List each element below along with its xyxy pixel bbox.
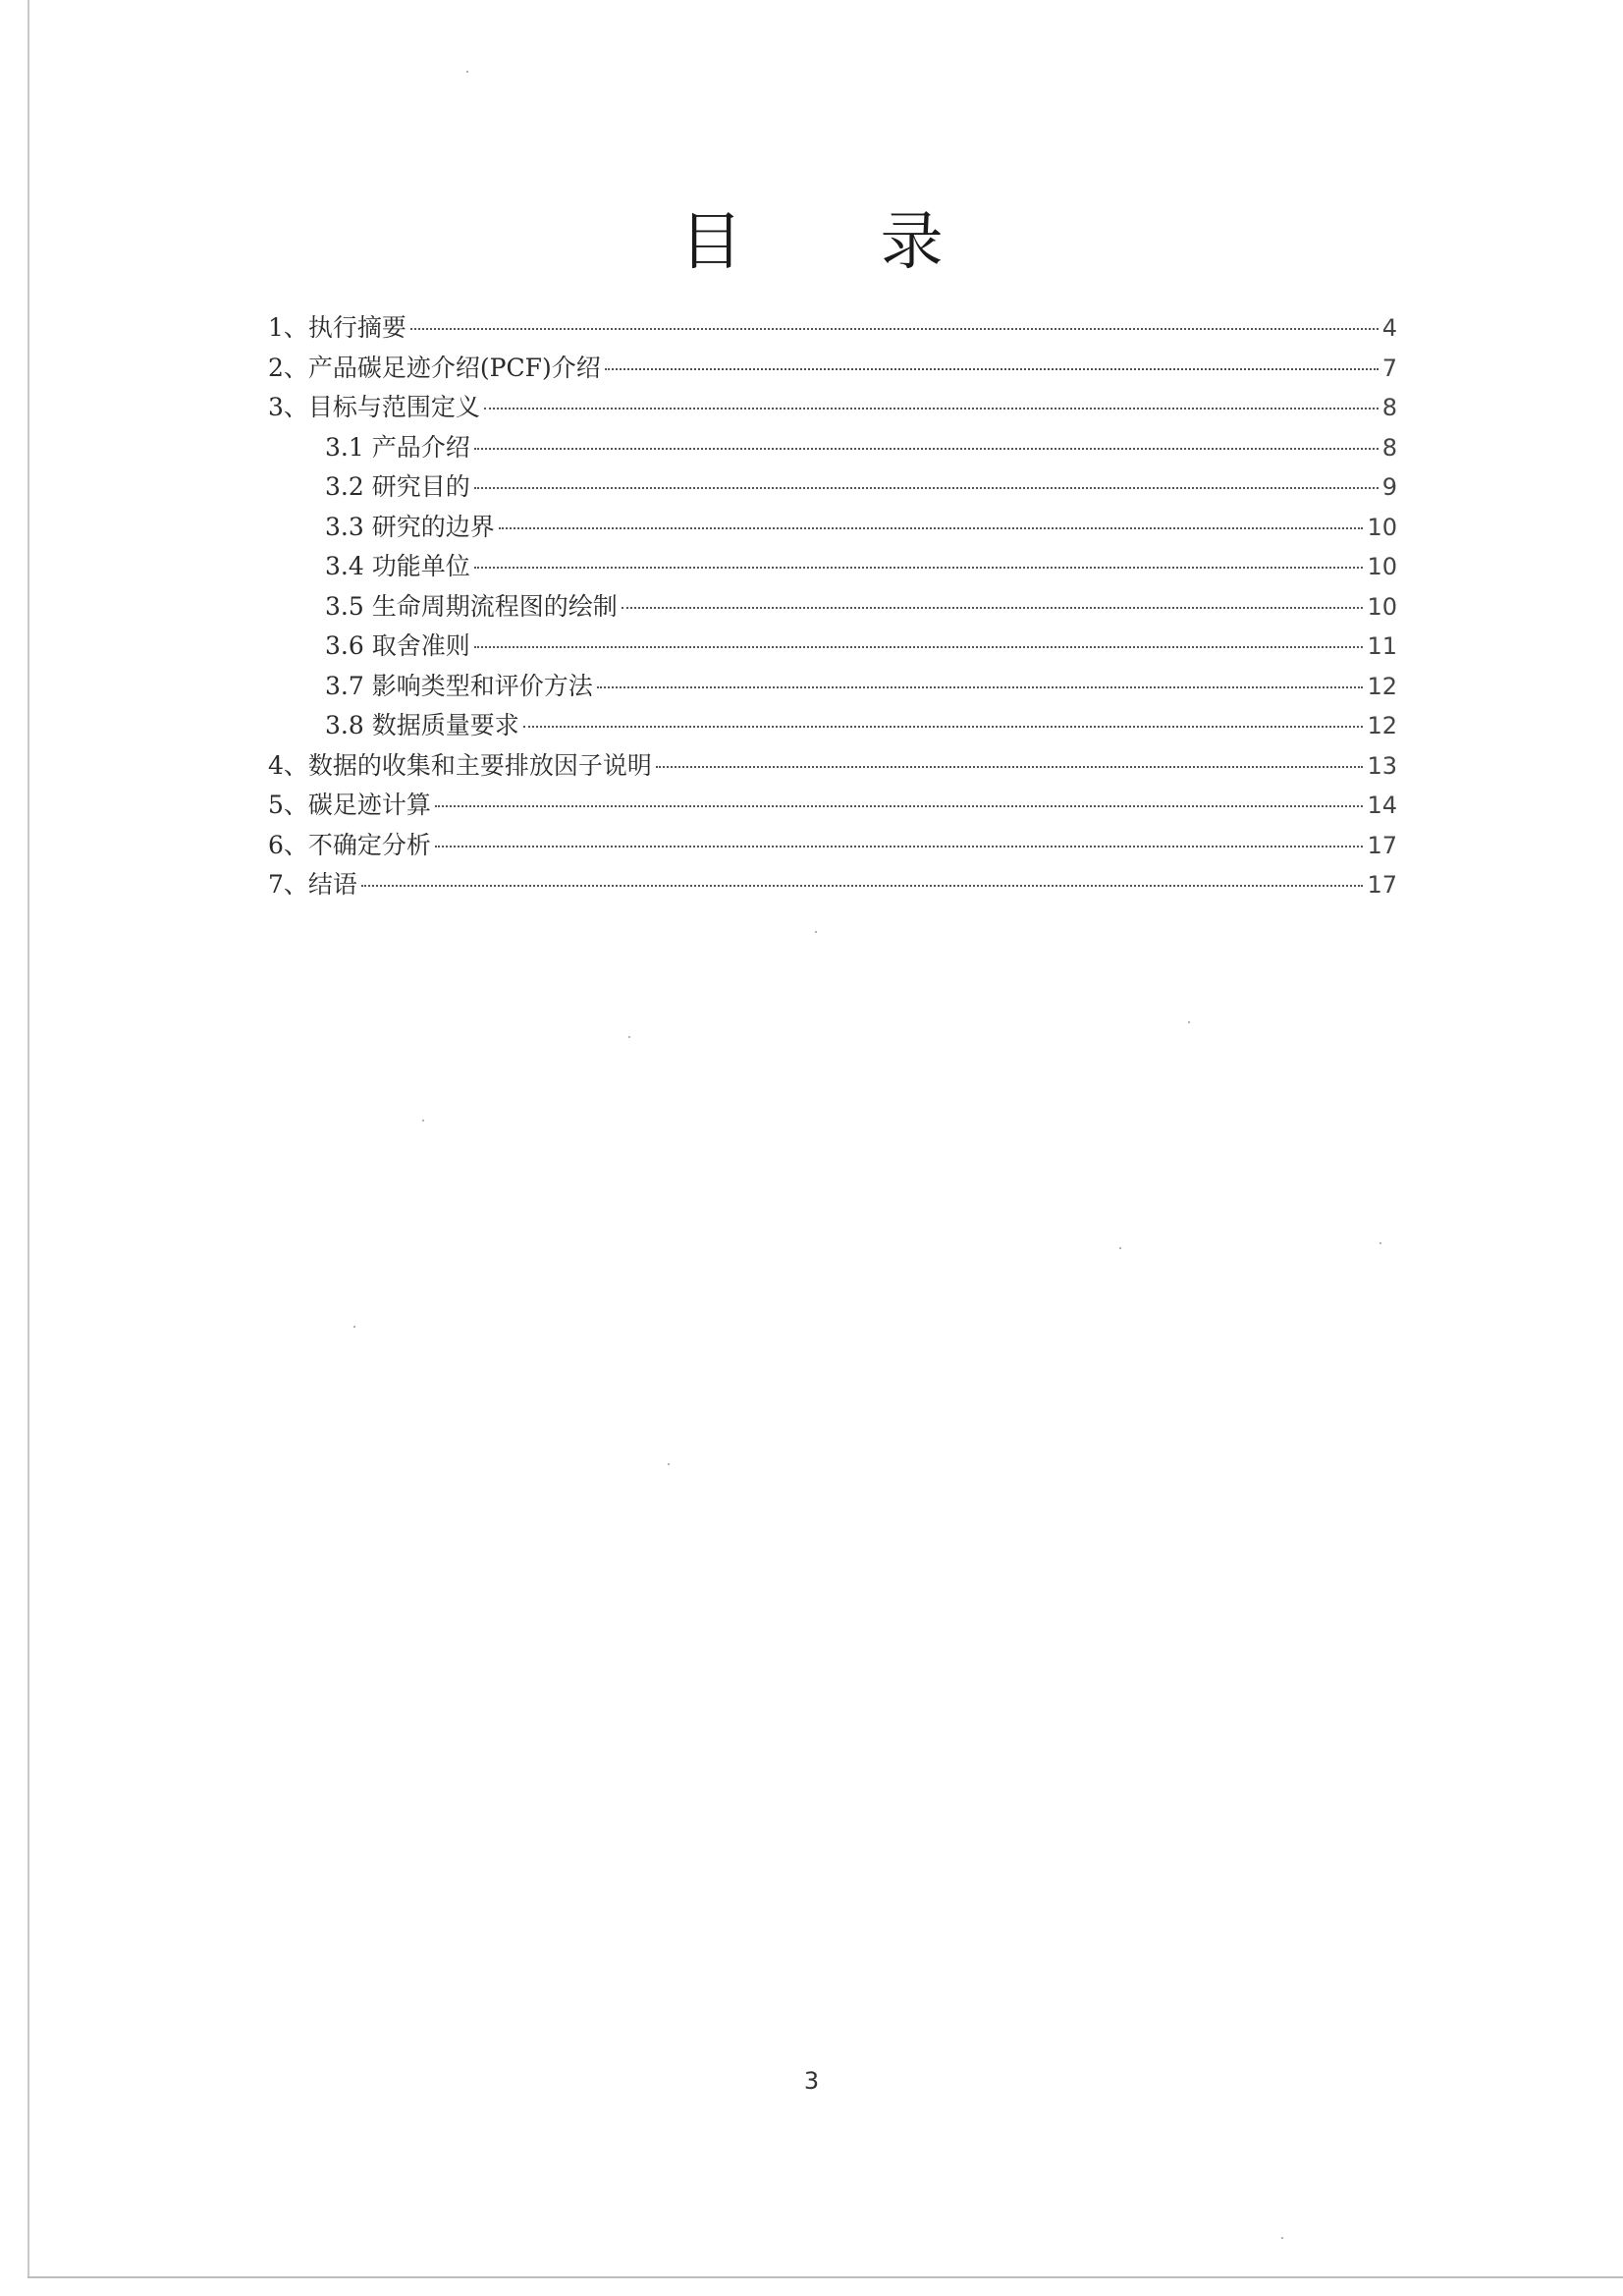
toc-dot-leader xyxy=(410,328,1379,330)
toc-entry-page: 10 xyxy=(1367,513,1397,541)
toc-dot-leader xyxy=(597,686,1364,688)
toc-entry-title: 碳足迹计算 xyxy=(307,791,431,819)
toc-entry-page: 10 xyxy=(1367,553,1397,580)
scan-speck xyxy=(466,71,468,73)
toc-entry-number: 3.4 xyxy=(325,552,372,580)
toc-dot-leader xyxy=(435,846,1364,847)
toc-entry-number: 3.1 xyxy=(325,432,372,462)
scan-speck xyxy=(1281,2237,1283,2239)
toc-entry-title: 数据质量要求 xyxy=(371,711,519,739)
toc-entry-title: 研究目的 xyxy=(371,472,470,501)
toc-dot-leader xyxy=(656,766,1364,768)
toc-entry-number: 5、 xyxy=(268,791,308,819)
toc-entry-title: 研究的边界 xyxy=(371,512,495,541)
toc-entry[interactable] xyxy=(268,627,1397,667)
toc-entry-number: 3.3 xyxy=(325,512,372,541)
scan-speck xyxy=(1119,1247,1121,1249)
toc-entry-page: 17 xyxy=(1367,871,1397,899)
toc-dot-leader xyxy=(435,805,1364,807)
toc-entry[interactable] xyxy=(268,508,1397,548)
page-title: 目 录 xyxy=(679,206,1002,279)
scan-edge-left xyxy=(27,0,29,2278)
toc-entry-title: 影响类型和评价方法 xyxy=(371,671,593,700)
toc-entry-number: 3.6 xyxy=(325,631,372,660)
toc-entry-title: 功能单位 xyxy=(371,552,470,580)
toc-entry-page: 14 xyxy=(1367,792,1397,819)
toc-entry-number: 3.8 xyxy=(325,711,372,739)
toc-entry-page: 8 xyxy=(1381,433,1397,462)
toc-entry[interactable] xyxy=(268,865,1397,905)
scan-speck xyxy=(422,1120,424,1121)
toc-entry[interactable] xyxy=(268,746,1397,787)
toc-entry-number: 3.5 xyxy=(325,591,372,621)
toc-entry-page: 7 xyxy=(1381,354,1397,382)
toc-entry-title: 不确定分析 xyxy=(307,830,431,859)
toc-dot-leader xyxy=(474,448,1379,450)
toc-entry-page: 4 xyxy=(1381,314,1397,342)
toc-dot-leader xyxy=(622,607,1364,609)
toc-entry-title: 生命周期流程图的绘制 xyxy=(371,591,618,621)
toc-entry-number: 3.2 xyxy=(325,472,372,501)
toc-dot-leader xyxy=(499,527,1364,529)
toc-entry-page: 10 xyxy=(1367,592,1397,621)
scan-speck xyxy=(353,1326,355,1328)
toc-entry[interactable] xyxy=(268,706,1397,746)
toc-entry-number: 4、 xyxy=(268,750,308,780)
toc-entry[interactable] xyxy=(268,587,1397,628)
toc-entry-page: 12 xyxy=(1367,672,1397,700)
toc-entry-page: 11 xyxy=(1367,632,1397,660)
toc-entry-number: 3.7 xyxy=(325,671,372,700)
toc-entry-title: 产品介绍 xyxy=(371,432,470,462)
toc-entry-title: 结语 xyxy=(307,870,357,899)
toc-dot-leader xyxy=(605,368,1379,370)
toc-entry-page: 13 xyxy=(1367,751,1397,780)
toc-entry[interactable] xyxy=(268,308,1397,349)
toc-dot-leader xyxy=(523,726,1364,728)
scan-edge-bottom xyxy=(27,2276,1623,2278)
toc-entry[interactable] xyxy=(268,547,1397,587)
page-number: 3 xyxy=(803,2067,820,2095)
scan-speck xyxy=(1188,1021,1190,1023)
toc-entry[interactable] xyxy=(268,467,1397,508)
toc-dot-leader xyxy=(361,885,1364,887)
scan-speck xyxy=(815,931,817,933)
scan-speck xyxy=(628,1036,630,1038)
toc-entry-number: 6、 xyxy=(268,830,308,859)
toc-entry-title: 执行摘要 xyxy=(307,313,406,342)
toc-dot-leader xyxy=(474,487,1379,489)
toc-entry[interactable] xyxy=(268,349,1397,389)
table-of-contents xyxy=(268,308,1397,905)
toc-entry-number: 7、 xyxy=(268,870,308,899)
toc-entry[interactable] xyxy=(268,826,1397,866)
toc-entry-title: 目标与范围定义 xyxy=(307,393,480,421)
toc-entry-title: 产品碳足迹介绍(PCF)介绍 xyxy=(307,353,601,382)
toc-entry-page: 12 xyxy=(1367,712,1397,739)
toc-entry-title: 取舍准则 xyxy=(371,631,470,660)
toc-entry[interactable] xyxy=(268,667,1397,707)
scan-speck xyxy=(668,1463,670,1465)
toc-dot-leader xyxy=(474,646,1364,648)
toc-entry-page: 9 xyxy=(1381,473,1397,501)
toc-entry-number: 2、 xyxy=(268,353,308,382)
toc-dot-leader xyxy=(474,567,1364,569)
toc-entry[interactable] xyxy=(268,428,1397,468)
toc-entry[interactable] xyxy=(268,388,1397,428)
toc-entry[interactable] xyxy=(268,786,1397,826)
scan-speck xyxy=(1380,1242,1381,1244)
toc-entry-number: 1、 xyxy=(268,313,308,342)
toc-entry-page: 8 xyxy=(1381,394,1397,421)
toc-dot-leader xyxy=(484,408,1379,410)
toc-entry-page: 17 xyxy=(1367,831,1397,859)
toc-entry-number: 3、 xyxy=(268,393,308,421)
toc-entry-title: 数据的收集和主要排放因子说明 xyxy=(307,750,652,780)
